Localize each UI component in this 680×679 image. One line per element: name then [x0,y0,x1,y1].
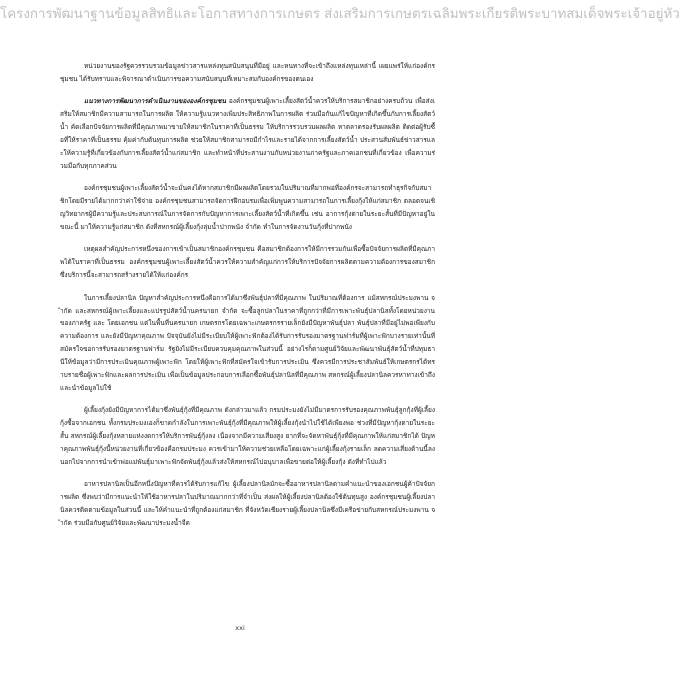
paragraph-text: ผู้เลี้ยงกุ้งยังมีปัญหาการได้มาซึ่งพันธุ์กุ้งที่มีคุณภาพ ดังกล่าวมาแล้ว กรมประมงยังไม่มีมาตรการรับรองคุณภาพพันธุ์ลูกกุ้งที่ผู้เลี้ยงกุ้งซื้อจากเอกชน ทั้งกรมประมงเองก็ขาดกำลังในการเพาะพันธุ์กุ้งที่มีคุณภาพให้ผู้เลี้ยงกุ้งนำไปใช้ได้เพียงพอ ช่วงที่มีปัญหากุ้งตายในระยะสั้น สหกรณ์ผู้เลี้ยงกุ้งหลายแห่งงดการให้บริการพันธุ์กุ้งลง เนื่องจากมีความเสี่ยงสูง ยากที่จะจัดหาพันธุ์กุ้งที่มีคุณภาพให้แก่สมาชิกได้ ปัญหาคุณภาพพันธุ์กุ้งนี้หน่วยงานที่เกี่ยวข้องคือกรมประมง ควรเข้ามาให้ความช่วยเหลือโดยเฉพาะแก่ผู้เลี้ยงกุ้งรายเล็ก ลดความเสี่ยงด้านนี้ลง นอกไปจากการนำเข้าพ่อแม่พันธุ์มาเพาะฟักจัดพันธุ์กุ้งแล้วส่งให้สหกรณ์ไปอนุบาลเพื่อขายต่อให้ผู้เลี้ยงกุ้ง ดังที่ทำไปแล้ว [60,406,435,466]
paragraph-5 [60,292,435,395]
paragraph-text: องค์กรชุมชนผู้เพาะเลี้ยงสัตว์น้ำจะมั่นคงได้หากสมาชิกมีผลผลิตโดยรวมในปริมาณที่มากพอที่องค์กรจะสามารถทำธุรกิจกับสมาชิกโดยมีรายได้มากกว่าค่าใช้จ่าย องค์กรชุมชนสามารถจัดการฝึกอบรมเพื่อเพิ่มพูนความสามารถในการเลี้ยงกุ้งให้แก่สมาชิก ตลอดจนเชิญวิทยากรผู้มีความรู้และประสบการณ์ในการจัดการกับปัญหาการเพาะเลี้ยงสัตว์น้ำที่เกิดขึ้น เช่น อาการกุ้งตายในระยะสั้นที่มีปัญหาอยู่ในขณะนี้ มาให้ความรู้แก่สมาชิก ดังที่สหกรณ์ผู้เลี้ยงกุ้งลุ่มน้ำปากพนัง จำกัด ทำในการจัดงานวันกุ้งที่ปากพนัง [60,184,435,231]
paragraph-text: ในการเลี้ยงปลานิล ปัญหาสำคัญประการหนึ่งคือการได้มาซึ่งพันธุ์ปลาที่มีคุณภาพ ในปริมาณที่ต้องการ แม้สหกรณ์ประมงพาน จำกัด และสหกรณ์ผู้เพาะเลี้ยงและแปรรูปสัตว์น้ำนครนายก จำกัด จะซื้อลูกปลาในราคาที่ถูกกว่าที่มีการเพาะพันธุ์ปลานิลทั้งโดยหน่วยงานของภาครัฐ และ โดยเอกชน แต่ในพื้นที่นครนายก เกษตรกรโดยเฉพาะเกษตรกรรายเล็กยังมีปัญหาพันธุ์ปลา พันธุ์ปลาที่มีอยู่ไม่พอเพียงกับความต้องการ และยังมีปัญหาคุณภาพ ปัจจุบันยังไม่มีระเบียบให้ผู้เพาะฟักต้องได้รับการรับรองมาตรฐานฟาร์มที่ผู้เพาะฟักบางรายเท่านั้นที่สมัครใจขอการรับรองมาตรฐานฟาร์ม รัฐยังไม่มีระเบียบควบคุมคุณภาพในส่วนนี้ อย่างไรก็ตามศูนย์วิจัยและพัฒนาพันธุ์สัตว์น้ำที่ปทุมธานีให้ข้อมูลว่ามีการประเมินคุณภาพผู้เพาะฟัก โดยให้ผู้เพาะฟักที่สมัครใจเข้ารับการประเมิน ซึ่งควรมีการประชาสัมพันธ์ให้เกษตรกรได้ทราบรายชื่อผู้เพาะฟักและผลการประเมิน เพื่อเป็นข้อมูลประกอบการเลือกซื้อพันธุ์ปลานิลที่มีคุณภาพ สหกรณ์ผู้เลี้ยงปลานิลควรหาทางเข้าถึงและนำข้อมูลไปใช้ [60,293,435,392]
paragraph-text: หน่วยงานของรัฐควรรวบรวมข้อมูลข่าวสารแหล่งทุนสนับสนุนที่มีอยู่ และหนทางที่จะเข้าถึงแหล่งทุนเหล่านี้ เผยแพร่ให้แก่องค์กรชุมชน ได้รับทราบและพิจารณาดำเนินการขอความสนับสนุนที่เหมาะสมกับองค์กรของตนเอง [60,62,435,83]
page-number: xxi [235,624,245,632]
paragraph-text: เหตุผลสำคัญประการหนึ่งของการเข้าเป็นสมาชิกองค์กรชุมชน คือสมาชิกต้องการให้มีการรวมกันเพื่อซื้อปัจจัยการผลิตที่มีคุณภาพได้ในราคาที่เป็นธรรม องค์กรชุมชนผู้เพาะเลี้ยงสัตว์น้ำควรให้ความสำคัญแก่การให้บริการปัจจัยการผลิตตามความต้องการของสมาชิก ซึ่งบริการนี้จะสามารถสร้างรายได้ให้แก่องค์กร [60,245,435,280]
page-header-title: โครงการพัฒนาฐานข้อมูลสิทธิและโอกาสทางการเกษตร ส่งเสริมการเกษตรเฉลิมพระเกียรติพระบาทสมเด็จพระเจ้าอยู่หัว [0,7,680,22]
paragraph-7 [60,478,435,530]
paragraph-1 [60,60,435,86]
body-text [60,60,435,540]
paragraph-lead: แนวทางการพัฒนาการดำเนินงานขององค์กรชุมชน [84,97,226,106]
paragraph-text: องค์กรชุมชนผู้เพาะเลี้ยงสัตว์น้ำควรให้บริการสมาชิกอย่างครบถ้วน เพื่อส่งเสริมให้สมาชิกมีความสามารถในการผลิต ให้ความรู้แนวทางเพิ่มประสิทธิภาพในการผลิต ร่วมมือกันแก้ไขปัญหาที่เกิดขึ้นกับการเลี้ยงสัตว์น้ำ คัดเลือกปัจจัยการผลิตที่มีคุณภาพมาขายให้สมาชิกในราคาที่เป็นธรรม ให้บริการรวบรวมผลผลิต หาตลาดรองรับผลผลิต ติดต่อผู้รับซื้อที่ให้ราคาที่เป็นธรรม คุ้มค่ากับต้นทุนการผลิต ช่วยให้สมาชิกสามารถมีกำไรและรายได้จากการเลี้ยงสัตว์น้ำ ประสานสัมพันธ์ข่าวสารและให้ความรู้ที่เกี่ยวข้องกับการเลี้ยงสัตว์น้ำแก่สมาชิก และทำหน้าที่ประสานงานกับหน่วยงานภาครัฐและภาคเอกชนที่เกี่ยวข้อง เพื่อความร่วมมือกับทุกภาคส่วน [60,97,435,170]
paragraph-text: อาหารปลานิลเป็นอีกหนึ่งปัญหาที่ควรได้รับการแก้ไข ผู้เลี้ยงปลานิลมักจะซื้ออาหารปลานิลตามคำแนะนำของเอกชนผู้ค้าปัจจัยการผลิต ซึ่งพบว่ามีการแนะนำให้ใช้อาหารปลาในปริมาณมากกว่าที่จำเป็น ส่งผลให้ผู้เลี้ยงปลานิลต้องใช้ต้นทุนสูง องค์กรชุมชนผู้เลี้ยงปลานิลควรติดตามข้อมูลในส่วนนี้ และให้คำแนะนำที่ถูกต้องแก่สมาชิก ที่จังหวัดเชียงรายผู้เลี้ยงปลานิลซึ่งมีเครือข่ายกับสหกรณ์ประมงพาน จำกัด ร่วมมือกับศูนย์วิจัยและพัฒนาประมงน้ำจืด [60,480,435,528]
paragraph-6 [60,404,435,469]
paragraph-4 [60,243,435,282]
paragraph-2 [60,95,435,172]
paragraph-3 [60,182,435,234]
